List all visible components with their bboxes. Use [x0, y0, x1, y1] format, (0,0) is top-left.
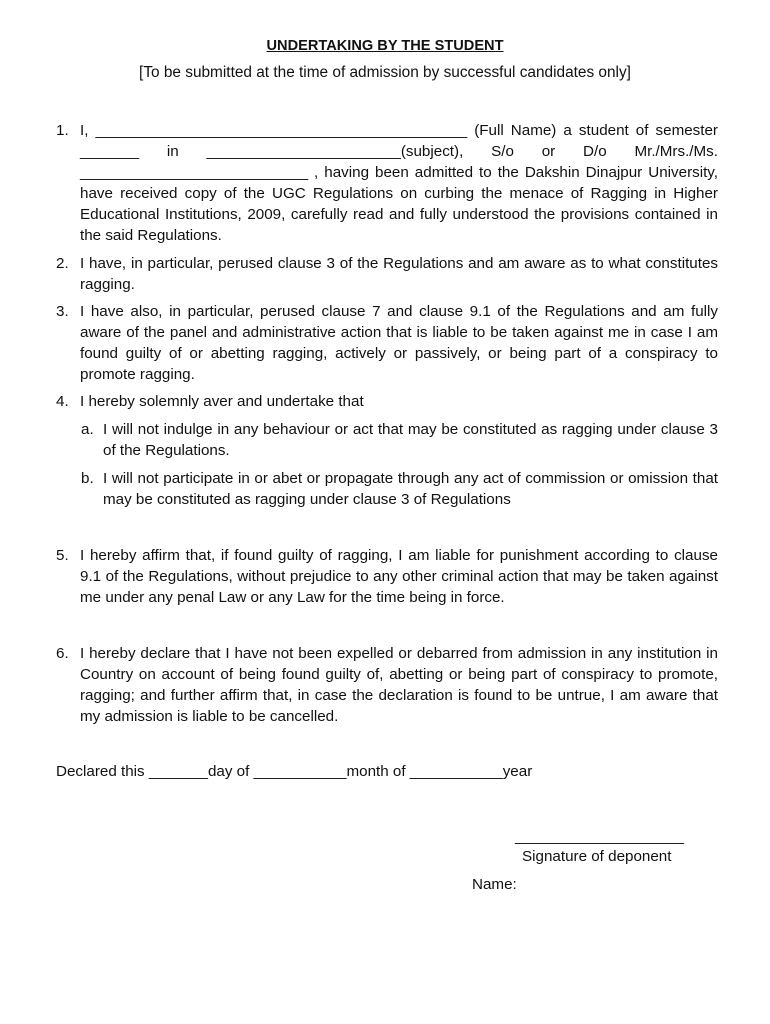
clause-3 — [56, 301, 718, 385]
clause-number: 3. — [56, 303, 69, 320]
name-label: Name: — [472, 876, 517, 893]
clause-text: I hereby declare that I have not been expelled or debarred from admission in any institution in Country on account of being found guilty of, abetting or being part of conspiracy to promote, ragging; and further affirm that, in case the declaration is found to be untrue, I am aware that my admission is liable to be cancelled. — [80, 645, 718, 725]
clause-1 — [56, 120, 718, 246]
clause-number: 5. — [56, 547, 69, 564]
clause-4a — [81, 419, 718, 461]
clause-6 — [56, 643, 718, 727]
declared-date-line: Declared this _______day of ___________month of ___________year — [56, 763, 533, 780]
clause-number: 2. — [56, 255, 69, 272]
clause-4b — [81, 468, 718, 510]
clause-number: 6. — [56, 645, 69, 662]
clause-number: 4. — [56, 393, 69, 410]
clause-text: I hereby solemnly aver and undertake that — [80, 393, 364, 410]
clause-4 — [56, 391, 718, 412]
signature-label: Signature of deponent — [522, 848, 672, 865]
clause-text: I have also, in particular, perused clause 7 and clause 9.1 of the Regulations and am fully aware of the panel and administrative action that is liable to be taken against me in case I am found guilty of or abetting ragging, actively or passively, or being part of a conspiracy to promote ragging. — [80, 303, 718, 383]
clause-2 — [56, 253, 718, 295]
clause-5 — [56, 545, 718, 608]
clause-text: I hereby affirm that, if found guilty of ragging, I am liable for punishment according to clause 9.1 of the Regulations, without prejudice to any other criminal action that may be taken against me under any penal Law or any Law for the time being in force. — [80, 547, 718, 606]
subclause-text: I will not participate in or abet or propagate through any act of commission or omission that may be constituted as ragging under clause 3 of Regulations — [103, 470, 718, 508]
subclause-text: I will not indulge in any behaviour or act that may be constituted as ragging under clause 3 of the Regulations. — [103, 421, 718, 459]
clause-number: 1. — [56, 122, 69, 139]
subclause-letter: a. — [81, 421, 94, 438]
clause-text: I, ____________________________________________ (Full Name) a student of semester _______ in _______________________(subject), S/o or D/o Mr./Mrs./Ms. ___________________________ , having been admitted to the Dakshin Dinajpur University, have received copy of the UGC Regulations on curbing the menace of Ragging in Higher Educational Institutions, 2009, carefully read and fully understood the provisions contained in the said Regulations. — [80, 122, 718, 244]
signature-line: ____________________ — [515, 828, 684, 845]
document-subtitle: [To be submitted at the time of admission by successful candidates only] — [139, 64, 631, 81]
clause-text: I have, in particular, perused clause 3 of the Regulations and am aware as to what constitutes ragging. — [80, 255, 718, 293]
subclause-letter: b. — [81, 470, 94, 487]
document-title: UNDERTAKING BY THE STUDENT — [266, 38, 504, 54]
